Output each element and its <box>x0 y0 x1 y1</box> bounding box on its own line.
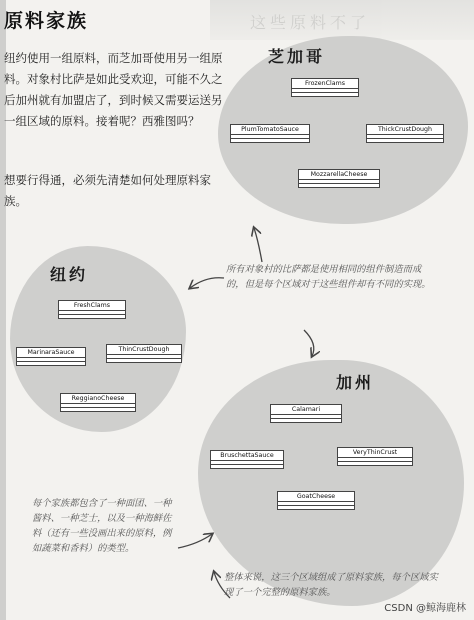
class-marinarasauce <box>16 347 86 366</box>
class-freshclams <box>58 300 126 319</box>
class-thickcrustdough <box>366 124 444 143</box>
arrow-family-note <box>178 534 212 548</box>
intro-paragraph: 纽约使用一组原料，而芝加哥使用另一组原料。对象村比萨是如此受欢迎，可能不久之后加州就有加盟店了，到时候又需要运送另一组区域的原料。接着呢？西雅图吗？ <box>4 51 223 128</box>
page-title: 原料家族 <box>4 10 89 32</box>
note-family-contents: 每个家族都包含了一种面团、一种酱料、一种芝士，以及一种海鲜佐料（还有一些没画出来的原料，例如蔬菜和香料）的类型。 <box>32 498 172 554</box>
class-name: MozzarellaCheese <box>299 170 379 180</box>
class-name: FreshClams <box>59 301 125 311</box>
note-components: 所有对象村的比萨都是使用相同的组件制造而成的，但是每个区域对于这些组件却有不同的实现。 <box>226 264 431 290</box>
class-verythincrust <box>337 447 413 466</box>
class-name: ThickCrustDough <box>367 125 443 135</box>
class-name: PlumTomatoSauce <box>231 125 309 135</box>
class-name: ReggianoCheese <box>61 394 135 404</box>
class-name: Calamari <box>271 405 341 415</box>
newyork-label: 纽约 <box>50 265 89 284</box>
bleed-text: 这些原料不了 <box>250 13 371 32</box>
note-regions-summary: 整体来说，这三个区域组成了原料家族，每个区域实现了一个完整的原料家族。 <box>224 572 438 598</box>
class-reggianocheese <box>60 393 136 412</box>
class-thincrustdough <box>106 344 182 363</box>
class-frozenclams <box>291 78 359 97</box>
class-mozzarellacheese <box>298 169 380 188</box>
chicago-label: 芝加哥 <box>268 47 326 66</box>
class-name: ThinCrustDough <box>107 345 181 355</box>
class-name: BruschettaSauce <box>211 451 283 461</box>
family-paragraph: 想要行得通，必须先清楚如何处理原料家族。 <box>4 173 211 208</box>
class-bruschettasauce <box>210 450 284 469</box>
class-name: GoatCheese <box>278 492 354 502</box>
class-name: VeryThinCrust <box>338 448 412 458</box>
class-goatcheese <box>277 491 355 510</box>
arrow-to-california <box>304 330 314 356</box>
previous-page-bleed <box>210 0 474 40</box>
class-plumtomatosauce <box>230 124 310 143</box>
watermark: CSDN @鲸海鹿林 <box>384 603 466 614</box>
california-label: 加州 <box>336 373 375 392</box>
class-name: FrozenClams <box>292 79 358 89</box>
arrow-to-chicago <box>254 228 262 262</box>
class-calamari <box>270 404 342 423</box>
arrow-to-newyork <box>190 278 224 288</box>
class-name: MarinaraSauce <box>17 348 85 358</box>
